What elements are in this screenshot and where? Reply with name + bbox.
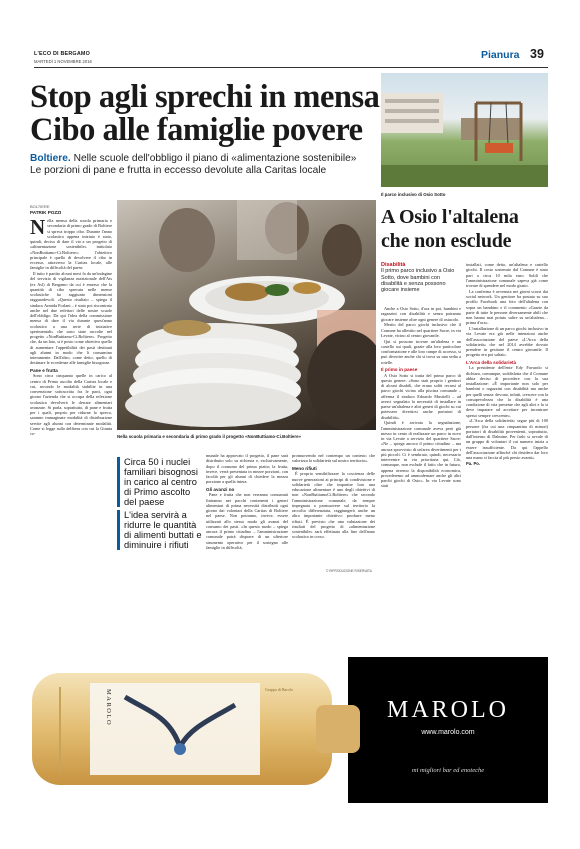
pull-quote-1: Circa 50 i nuclei familiari bisognosi in carico al centro di Primo ascolto del paese xyxy=(117,457,202,507)
ad-brand: MAROLO xyxy=(386,697,509,723)
paragraph: Merito del parco giochi inclusivo che il Comune ha allestito nel quartiere Sacre, in via Levate, vicino al centro giovanile. xyxy=(381,322,461,338)
subhead-arca: L'Arca della solidarietà xyxy=(466,359,517,365)
masthead: L'ECO DI BERGAMO xyxy=(34,51,90,57)
deck-place: Boltiere. xyxy=(30,153,71,164)
tag-disabilita: Disabilità xyxy=(381,262,406,268)
paragraph: L'installazione di un parco giochi inclusivo in via Levate era già nelle intenzioni anche dell'associazione del paese «L'Arca della solidarietà» che nel 2014 avrebbe dovuto prendere in gestione il centro giovanile. Il progetto era poi saltato. xyxy=(466,326,548,358)
ad-url: www.marolo.com xyxy=(421,729,475,736)
side-col-2 xyxy=(466,262,548,578)
park-illustration xyxy=(381,73,548,187)
paragraph: A Osio Sotto si tratta del primo parco di questo genere: «Sono stati proprio i genitori di alcuni disabili, che erano soliti recarsi al parco giochi vicino alla piscina comunale – afferma il sindaco Edoardo Musitelli – ad averci segnalato la necessità di installare in paese un'altalena e altri generi di giochi su cui potessero divertirsi anche portatori di disabilità». xyxy=(381,372,461,420)
marolo-ad xyxy=(30,657,548,803)
paragraph: munale ha approvato il progetto, il pane sarà distribuito solo su richiesta e, esclusivamente, dopo il consumo del primo piatto; la frutta, invece, verrà presentata in mezze porzioni, con facoltà per gli alunni di chiedere la mezza porzione a quella intera. xyxy=(206,453,288,485)
paragraph: installati, come detto, un'altalena e castello giochi. Il costo sostenuto dal Comune è stato pari a circa 10 mila euro. Soldi che l'amministrazione comunale sapeva già come trovare di spendere nel modo giusto. xyxy=(466,262,548,288)
park-photo xyxy=(381,73,548,187)
summary-text: Il primo parco inclusivo a Osio Sotto, dove bambini con disabilità e senza possono giocare insieme xyxy=(381,268,455,294)
paragraph: Pane e frutta che non verranno consumati finiranno nei pacchi contenenti i generi alimentari di prima necessità distribuiti ogni giorno dai volontari della Caritas di Boltiere nel paese. Non potranno, invece, essere utilizzati allo stesso modo gli avanzi del consumo dei pasti. «In questo modo – spiega ancora il primo cittadino – l'amministrazione comunale potrà disporre di un ulteriore strumento operativo per il sostegno alle famiglie in difficoltà, xyxy=(206,492,288,550)
main-col-1 xyxy=(30,218,112,572)
page-number: 39 xyxy=(530,47,544,61)
main-photo-caption: Nella scuola primaria e secondaria di primo grado il progetto «NonButtiamo-Ci.Boltiere» xyxy=(117,434,301,439)
paragraph: La conferma è avvenuta nei giorni scorsi dai social network. Un genitore ha postato su suo profilo Facebook una foto dell'altalena con sopra un bambino e il commento «Grazie da parte di tutte le persone diversamente abili che non hanno mai potuto salire su un'altalena… prima d'ora». xyxy=(466,288,548,326)
issue-date: MARTEDÌ 1 NOVEMBRE 2016 xyxy=(34,59,92,64)
kicker: BOLTIERE xyxy=(30,204,50,209)
deck-line-2: Le porzioni di pane e frutta in eccesso devolute alla Caritas locale xyxy=(30,165,327,177)
paragraph: Qui si possono trovare un'altalena e un castello sui quali, grazie alla loro particolare conformazione e alle loro rampe di accesso, si può divertire anche chi si trova su una sedia a rotelle. xyxy=(381,338,461,365)
signature: Pa. Po. xyxy=(466,460,480,466)
canteen-photo xyxy=(117,200,376,430)
paragraph: Anche a Osio Sotto, d'ora in poi, bambini e ragazzini con disabilità e senza potranno giocare insieme oltre ogni genere di ostacolo. xyxy=(381,306,461,322)
canteen-illustration xyxy=(117,200,376,430)
side-headline-line-2: che non esclude xyxy=(381,230,512,252)
paragraph: Il tutto è partito alcuni mesi fa da un'indagine del servizio di vigilanza nutrizionale dell'Ats (ex Asl) di Bergamo da cui è emerso che la quantità di cibo sprecata nelle mense scolastiche ha raggiunto dimensioni ragguardevoli. «Questo risultato – spiega il sindaco Armida Forlani – è stato poi riscontrato anche nel due refettori delle nostre scuole dell'obbligo. Da qui l'idea della commissione mensa di dare il via durante quest'anno scolastico a una serie di iniziative sperimentali» che sono state raccolte nel progetto «NonButtiamo-Ci.Boltiere». Progetto che, da un lato, si è posto come obiettivo quello di aumentare l'appetibilità dei pasti destinati agli alunni in modo che li consumino interamente. Dall'altro, come detto, quello di destinare le eccedenze alle famiglie bisognose. xyxy=(30,271,112,366)
bottle-label-text: MAROLO xyxy=(105,689,112,727)
deck-line-1: Nelle scuole dell'obbligo il piano di «alimentazione sostenibile» xyxy=(70,153,357,164)
paragraph: promuovendo nel contempo un contesto che valorizza la solidarietà sul nostro territorio». xyxy=(292,453,375,464)
grappa-bottle-icon xyxy=(30,657,360,803)
main-col-4 xyxy=(292,453,375,569)
headline-line-2: Cibo alle famiglie povere xyxy=(30,112,363,148)
paragraph: È proprio sensibilizzare la coscienza delle nuove generazioni ai principi di condivisione e solidarietà oltre che impartire loro una educazione alimentare è uno degli obiettivi di non «NonButtiamoCi.Boltiere» che secondo l'amministrazione comunale, da sempre impegnata a promuovere sul territorio la raccolta differenziata, raggiungerà anche un altro importante obiettivo: produrre meno rifiuti. È previsto che una valutazione dei risultati del progetto di «alimentazione sostenibile» sarà effettuata alla fine dell'anno scolastico in corso. xyxy=(292,471,375,540)
main-headline xyxy=(30,81,379,147)
bottle-label-subtext: Grappa di Barolo xyxy=(265,687,293,692)
ad-tagline: mi migliori bar ed enoteche xyxy=(411,767,485,774)
paragraph: La presidente dell'ente Edy Favarolo si dichiara, comunque, soddisfatta che il Comune abbia deciso di procedere con la sua installazione: «È importante non solo per bambini o ragazzini con disabilità ma anche per quelli senza: devono, infatti, crescere con la consapevolezza che la disabilità è una condizione di vita presente che agli altri e la si deve imparare ad accettare per incontrare spesso sempre crescente». xyxy=(466,365,548,418)
park-photo-caption: Il parco inclusivo di Osio Sotto xyxy=(381,192,446,197)
subhead-meno-rifiuti: Meno rifiuti xyxy=(292,465,317,471)
deck xyxy=(30,153,375,177)
paragraph: Sono circa cinquanta quelle in carico al centro di Primo ascolto della Caritas locale e cui, secondo le modalità stabilite in una convenzione sottoscritta fra le parti, ogni giorno l'azienda che si occupa della refezione scolastica devolverà le derrate alimentari avanzate. Si parla, soprattutto, di pane e frutta per i quali, proprio per ridurne lo spreco, saranno immaginate modalità di distribuzione servite agli alunni con determinate modalità. Come si legge sulla delibera con cui la Giunta co- xyxy=(30,373,112,436)
side-headline-line-1: A Osio l'altalena xyxy=(381,206,519,228)
side-col-1 xyxy=(381,306,461,580)
dropcap: N xyxy=(30,218,46,239)
subhead-primo-paese: Il primo in paese xyxy=(381,366,418,372)
main-col-3 xyxy=(206,453,288,573)
subhead-avanzi: Gli avanzi no xyxy=(206,486,235,492)
side-headline xyxy=(381,205,519,253)
copyright-note: © RIPRODUZIONE RISERVATA xyxy=(326,569,372,573)
byline: PATRIK POZZI xyxy=(30,210,62,215)
headline-line-1: Stop agli sprechi in mensa xyxy=(30,79,380,115)
section-name: Pianura xyxy=(481,49,520,61)
side-summary xyxy=(381,262,461,293)
paragraph: Quindi è arrivata la segnalazione, l'amministrazione comunale aveva però già messo in cento di realizzare un parco in novo in via Levate a servizio del quartiere Sacre: «Ne – spiega ancora il primo cittadino – ma ancora sprovvisto di un'area divertimenti per i più piccoli. Ci è sembrato, quindi, necessario intervenire in via prioritaria qui. Ciò, comunque, non esclude il fatto che in futuro, appena avremo la disponibilità economica, procederemo ad ammodernare anche gli altri parchi giochi di Osio». In via Levate sono stati xyxy=(381,420,461,489)
lead-paragraph: ella mensa della scuola primaria e secondaria di primo grado di Boltiere si spreca troppo cibo. Durante l'anno scolastico appena iniziato è stato, quindi, deciso di dare il via a un progetto di «alimentazione sostenibile» intitolato «NonButtiamo-Ci.Boltiere»: l'obiettivo principale è quello di devolvere il cibo in eccesso, attraverso la Caritas locale, alle famiglie in difficoltà del paese. xyxy=(30,218,112,271)
header-rule xyxy=(34,67,548,68)
paragraph: «L'Arca della solidarietà» segue più di 100 persone (fra cui una cinquantina di minori) portatori di disabilità provenienti, soprattutto, dall'interno di Dalmine. Per farlo si avvale di un gruppo di volontari il cui numero inizia a essere insufficiente. Da qui l'appello dell'associazione affinché chi desidera dar loro una mano si faccia al più presto avanti». xyxy=(466,418,548,460)
subhead-pane-frutta: Pane e frutta xyxy=(30,367,58,373)
pull-quote-2: L'idea servirà a ridurre le quantità di alimenti buttati e diminuire i rifiuti xyxy=(117,510,202,550)
